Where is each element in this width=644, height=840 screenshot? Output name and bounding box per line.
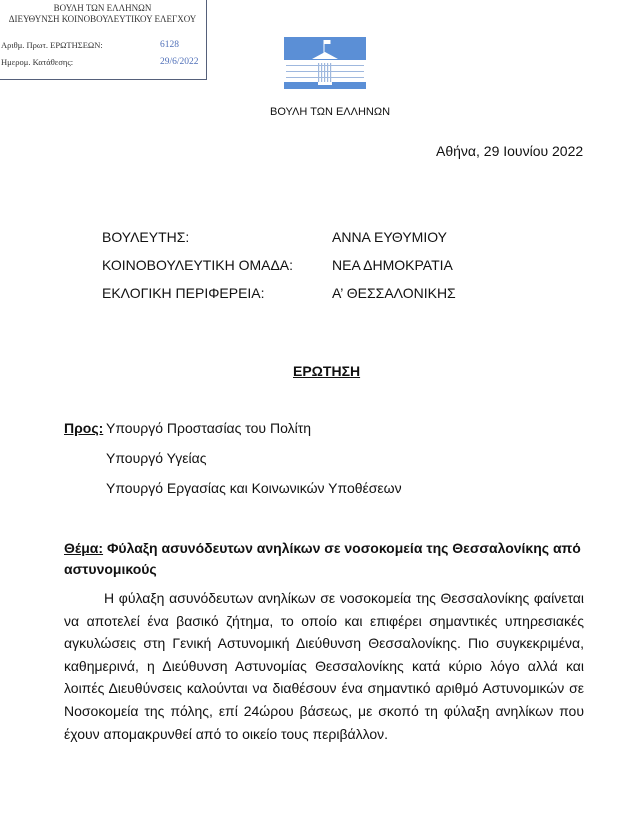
subject-text: Φύλαξη ασυνόδευτων ανηλίκων σε νοσοκομεία της Θεσσαλονίκης από αστυνομικούς: [64, 540, 581, 577]
subject-label: Θέμα:: [64, 540, 104, 556]
recipient: Υπουργό Υγείας: [106, 450, 207, 466]
subject: [64, 538, 584, 580]
stamp-protocol-value: 6128: [160, 40, 179, 50]
stamp-date-label: Ημερομ. Κατάθεσης:: [1, 57, 74, 67]
to-label: Προς:: [64, 420, 104, 436]
document-title: ΕΡΩΤΗΣΗ: [293, 363, 361, 379]
mp-label: ΒΟΥΛΕΥΤΗΣ:: [102, 229, 190, 245]
party-value: ΝΕΑ ΔΗΜΟΚΡΑΤΙΑ: [332, 257, 453, 273]
body-paragraph: Η φύλαξη ασυνόδευτων ανηλίκων σε νοσοκομεία της Θεσσαλονίκης φαίνεται να αποτελεί ένα βασικό ζήτημα, το οποίο και επιφέρει σημαντικές υπηρεσιακές αγκυλώσεις στη Γενική Αστυνομική Διεύθυνση Θεσσαλονίκης. Πιο συγκεκριμένα, καθημερινά, η Διεύθυνση Αστυνομίας Θεσσαλονίκης κατά κύριο λόγο αλλά και λοιπές Διευθύνσεις καλούνται να διαθέσουν ένα σημαντικό αριθμό Αστυνομικών σε Νοσοκομεία της πόλης, επί 24ώρου βάσεως, με σκοπό τη φύλαξη ανηλίκων που έχουν απομακρυνθεί από το οικείο τους περιβάλλον.: [64, 590, 584, 742]
date-line: Αθήνα, 29 Ιουνίου 2022: [436, 143, 584, 159]
party-label: ΚΟΙΝΟΒΟΥΛΕΥΤΙΚΗ ΟΜΑΔΑ:: [102, 257, 294, 273]
stamp-line-1: ΒΟΥΛΗ ΤΩΝ ΕΛΛΗΝΩΝ: [53, 3, 152, 13]
recipient: Υπουργό Προστασίας του Πολίτη: [106, 420, 312, 436]
parliament-building-icon: [284, 37, 366, 89]
stamp-protocol-label: Αριθμ. Πρωτ. ΕΡΩΤΗΣΕΩΝ:: [1, 40, 103, 50]
stamp-date-value: 29/6/2022: [160, 57, 199, 67]
constituency-value: Α’ ΘΕΣΣΑΛΟΝΙΚΗΣ: [332, 285, 456, 301]
recipient: Υπουργό Εργασίας και Κοινωνικών Υποθέσεων: [106, 480, 402, 496]
logo-caption: ΒΟΥΛΗ ΤΩΝ ΕΛΛΗΝΩΝ: [270, 106, 391, 118]
stamp-header: [0, 3, 206, 25]
constituency-label: ΕΚΛΟΓΙΚΗ ΠΕΡΙΦΕΡΕΙΑ:: [102, 285, 265, 301]
mp-value: ΑΝΝΑ ΕΥΘΥΜΙΟΥ: [332, 229, 448, 245]
filing-stamp: [0, 0, 207, 80]
stamp-line-2: ΔΙΕΥΘΥΝΣΗ ΚΟΙΝΟΒΟΥΛΕΥΤΙΚΟΥ ΕΛΕΓΧΟΥ: [8, 14, 197, 24]
